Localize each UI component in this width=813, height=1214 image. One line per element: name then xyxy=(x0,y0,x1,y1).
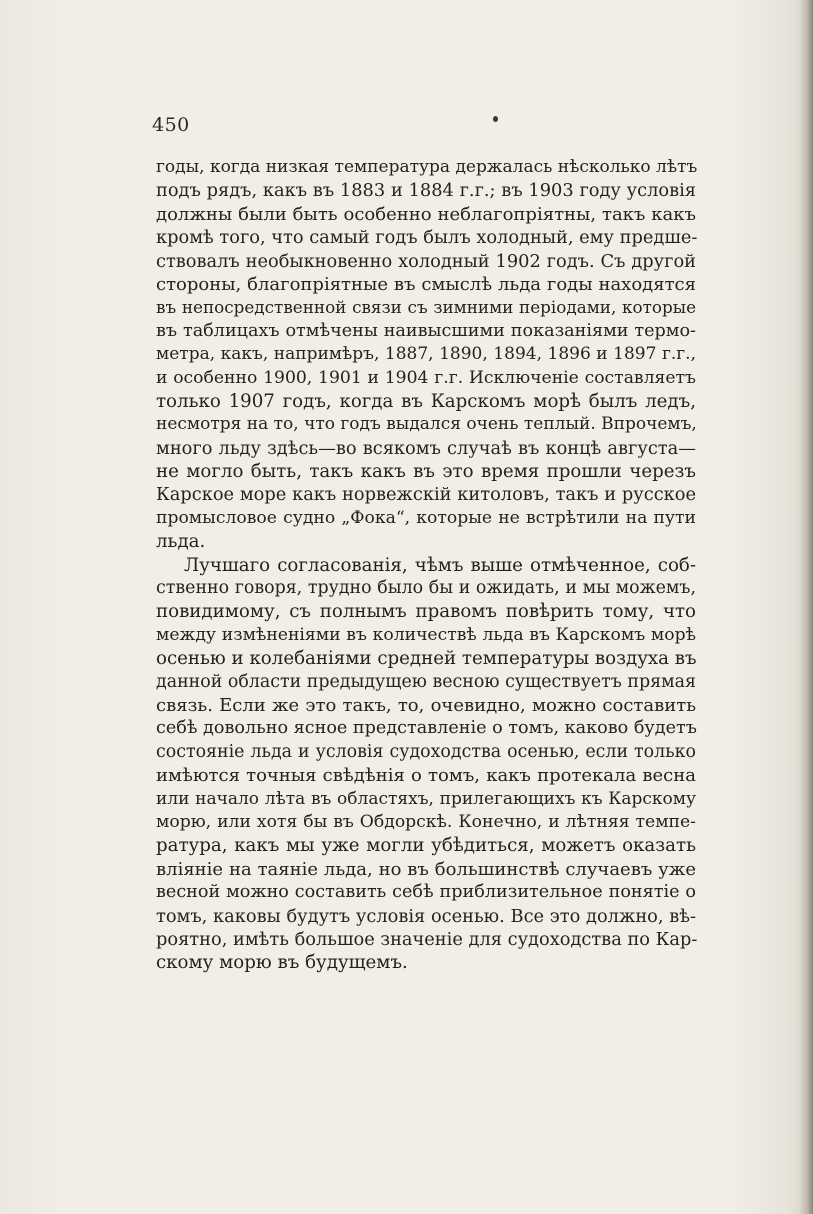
text-line: данной области предыдущею весною существуетъ прямая xyxy=(156,671,696,692)
text-line: метра, какъ, напримѣръ, 1887, 1890, 1894, 1896 и 1897 г.г., xyxy=(156,344,696,365)
text-line: морю, или хотя бы въ Обдорскѣ. Конечно, и лѣтняя темпе- xyxy=(156,811,696,832)
text-line: кромѣ того, что самый годъ былъ холодный, ему предше- xyxy=(156,227,698,249)
text-line: Лучшаго согласованія, чѣмъ выше отмѣченное, соб- xyxy=(184,554,696,576)
body-text xyxy=(156,156,696,975)
text-line: въ таблицахъ отмѣчены наивысшими показаніями термо- xyxy=(156,320,696,341)
text-line: имѣются точныя свѣдѣнія о томъ, какъ протекала весна xyxy=(156,765,696,787)
text-line: много льду здѣсь—во всякомъ случаѣ въ концѣ августа— xyxy=(156,437,696,459)
text-line: подъ рядъ, какъ въ 1883 и 1884 г.г.; въ 1903 году условія xyxy=(156,180,696,202)
text-line: льда. xyxy=(156,531,206,553)
text-line: томъ, каковы будутъ условія осенью. Все это должно, вѣ- xyxy=(156,905,696,927)
page-number: 450 xyxy=(152,114,190,136)
text-line: состояніе льда и условія судоходства осенью, если только xyxy=(156,741,696,762)
text-line: повидимому, съ полнымъ правомъ повѣрить тому, что xyxy=(156,601,696,623)
text-line: только 1907 годъ, когда въ Карскомъ морѣ былъ ледъ, xyxy=(156,390,696,412)
text-line: между измѣненіями въ количествѣ льда въ Карскомъ морѣ xyxy=(156,624,696,645)
paragraph-1 xyxy=(156,156,696,554)
paragraph-2 xyxy=(156,554,696,975)
text-line: промысловое судно „Фока“, которые не встрѣтили на пути xyxy=(156,507,696,528)
text-line: должны были быть особенно неблагопріятны, такъ какъ xyxy=(156,203,696,225)
text-line: осенью и колебаніями средней температуры воздуха въ xyxy=(156,648,697,670)
text-line: себѣ довольно ясное представленіе о томъ, каково будетъ xyxy=(156,718,697,739)
text-line: ственно говоря, трудно было бы и ожидать, и мы можемъ, xyxy=(156,578,696,599)
text-line: ратура, какъ мы уже могли убѣдиться, можетъ оказать xyxy=(156,835,696,857)
text-line: и особенно 1900, 1901 и 1904 г.г. Исключеніе составляетъ xyxy=(156,367,696,388)
text-line: несмотря на то, что годъ выдался очень теплый. Впрочемъ, xyxy=(156,414,697,435)
text-line: ствовалъ необыкновенно холодный 1902 годъ. Съ другой xyxy=(156,250,696,272)
text-line: въ непосредственной связи съ зимними періодами, которые xyxy=(156,297,696,318)
text-line: годы, когда низкая температура держалась нѣсколько лѣтъ xyxy=(156,157,698,177)
text-line: роятно, имѣть большое значеніе для судоходства по Кар- xyxy=(156,928,698,950)
text-line: скому морю въ будущемъ. xyxy=(156,952,408,974)
text-line: Карское море какъ норвежскій китоловъ, такъ и русское xyxy=(156,484,696,506)
page-edge-shadow xyxy=(799,0,813,1214)
text-line: весной можно составить себѣ приблизительное понятіе о xyxy=(156,882,696,903)
text-line: не могло быть, такъ какъ въ это время прошли черезъ xyxy=(156,461,696,483)
text-line: связь. Если же это такъ, то, очевидно, можно составить xyxy=(156,694,696,716)
text-line: или начало лѣта въ областяхъ, прилегающихъ къ Карскому xyxy=(156,788,696,809)
text-line: стороны, благопріятные въ смыслѣ льда годы находятся xyxy=(156,273,696,295)
text-line: вліяніе на таяніе льда, но въ большинствѣ случаевъ уже xyxy=(156,858,696,880)
ink-speck xyxy=(493,116,498,122)
